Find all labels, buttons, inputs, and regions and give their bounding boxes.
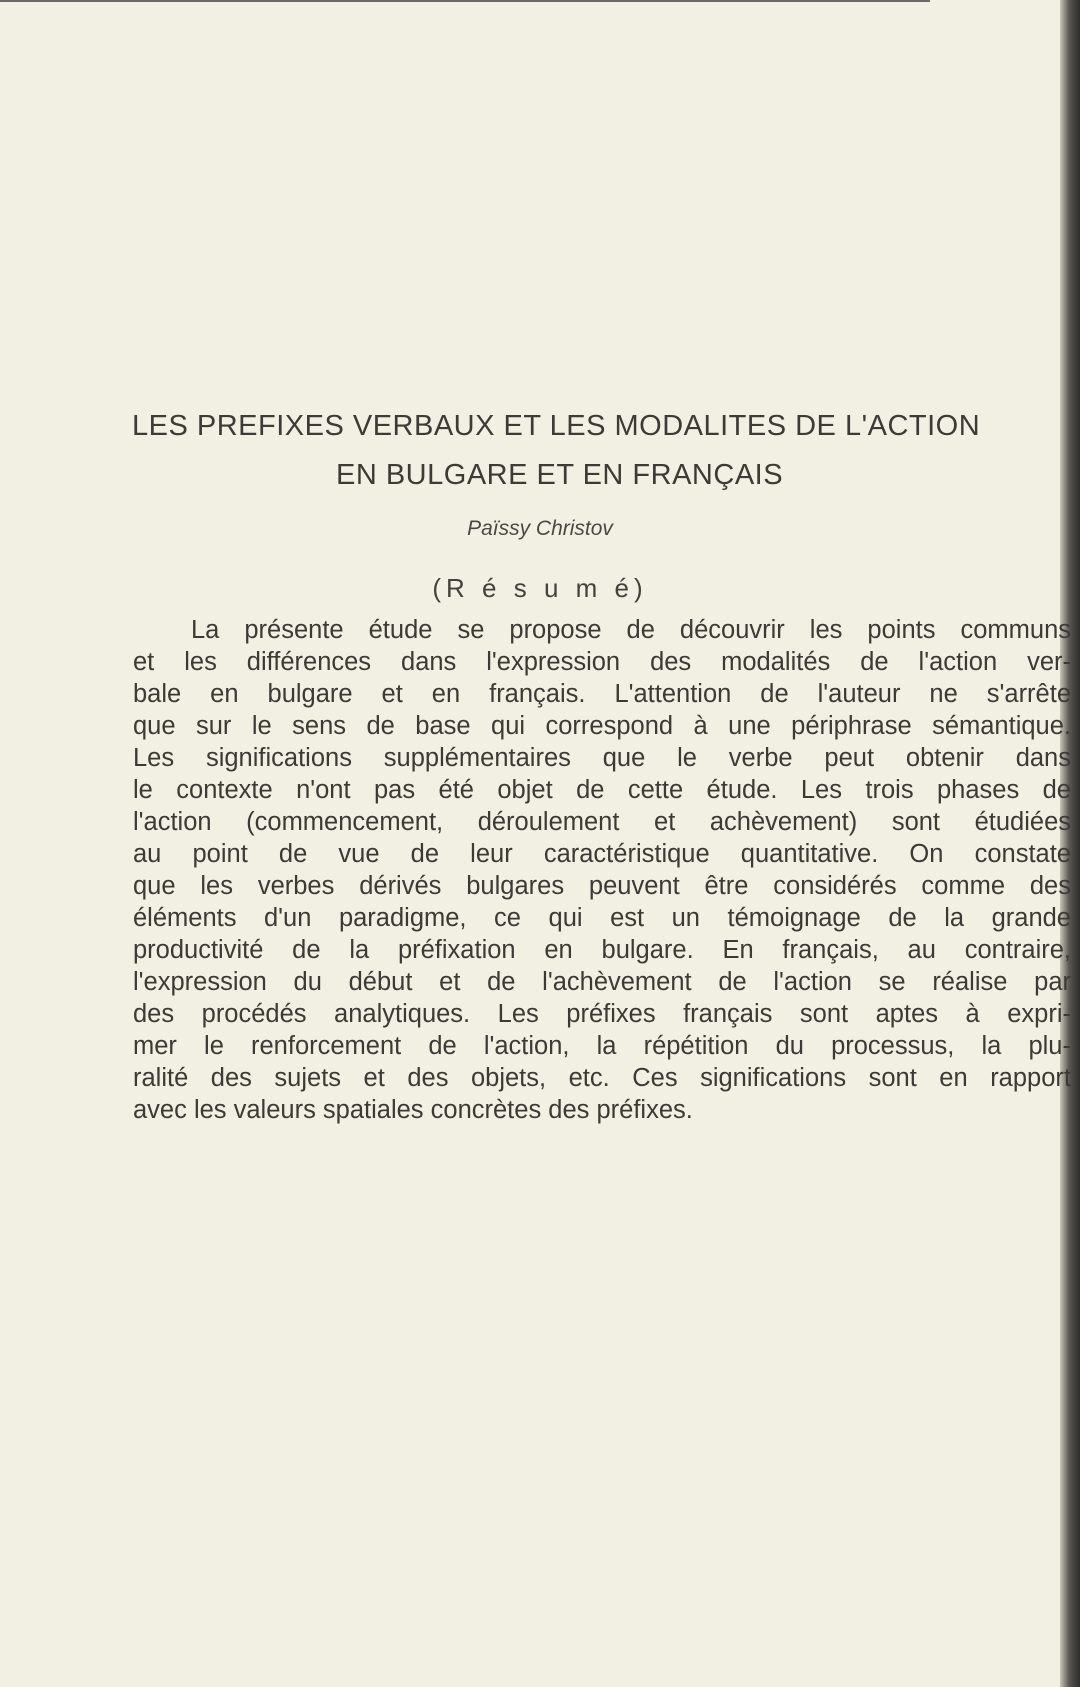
text-line: que sur le sens de base qui correspond à une périphrase sémantique. bbox=[133, 712, 1071, 740]
text-line: bale en bulgare et en français. L'attention de l'auteur ne s'arrête bbox=[133, 680, 1071, 708]
text-line: des procédés analytiques. Les préfixes français sont aptes à expri- bbox=[133, 1000, 1071, 1028]
text-line: l'expression du début et de l'achèvement de l'action se réalise par bbox=[133, 968, 1071, 996]
text-line: le contexte n'ont pas été objet de cette étude. Les trois phases de bbox=[133, 776, 1071, 804]
article-title-line-2: EN BULGARE ET EN FRANÇAIS bbox=[336, 459, 784, 491]
text-line: que les verbes dérivés bulgares peuvent être considérés comme des bbox=[133, 872, 1071, 900]
text-line: l'action (commencement, déroulement et achèvement) sont étudiées bbox=[133, 808, 1071, 836]
text-line: La présente étude se propose de découvrir les points communs bbox=[191, 616, 1071, 644]
author-name: Païssy Christov bbox=[467, 517, 613, 540]
text-line: mer le renforcement de l'action, la répétition du processus, la plu- bbox=[133, 1032, 1071, 1060]
text-line: au point de vue de leur caractéristique quantitative. On constate bbox=[133, 840, 1071, 868]
text-line: ralité des sujets et des objets, etc. Ces significations sont en rapport bbox=[133, 1064, 1071, 1092]
scan-top-edge-line bbox=[0, 0, 930, 2]
article-title-line-1: LES PREFIXES VERBAUX ET LES MODALITES DE L'ACTION bbox=[132, 410, 981, 442]
text-line: Les significations supplémentaires que le verbe peut obtenir dans bbox=[133, 744, 1071, 772]
text-line: éléments d'un paradigme, ce qui est un témoignage de la grande bbox=[133, 904, 1071, 932]
text-line: productivité de la préfixation en bulgare. En français, au contraire, bbox=[133, 936, 1071, 964]
article-title bbox=[132, 402, 1080, 500]
section-subtitle: (R é s u m é) bbox=[432, 573, 648, 603]
text-line: et les différences dans l'expression des modalités de l'action ver- bbox=[133, 648, 1071, 676]
text-line: avec les valeurs spatiales concrètes des préfixes. bbox=[133, 1096, 693, 1124]
abstract-paragraph bbox=[133, 614, 1071, 1126]
